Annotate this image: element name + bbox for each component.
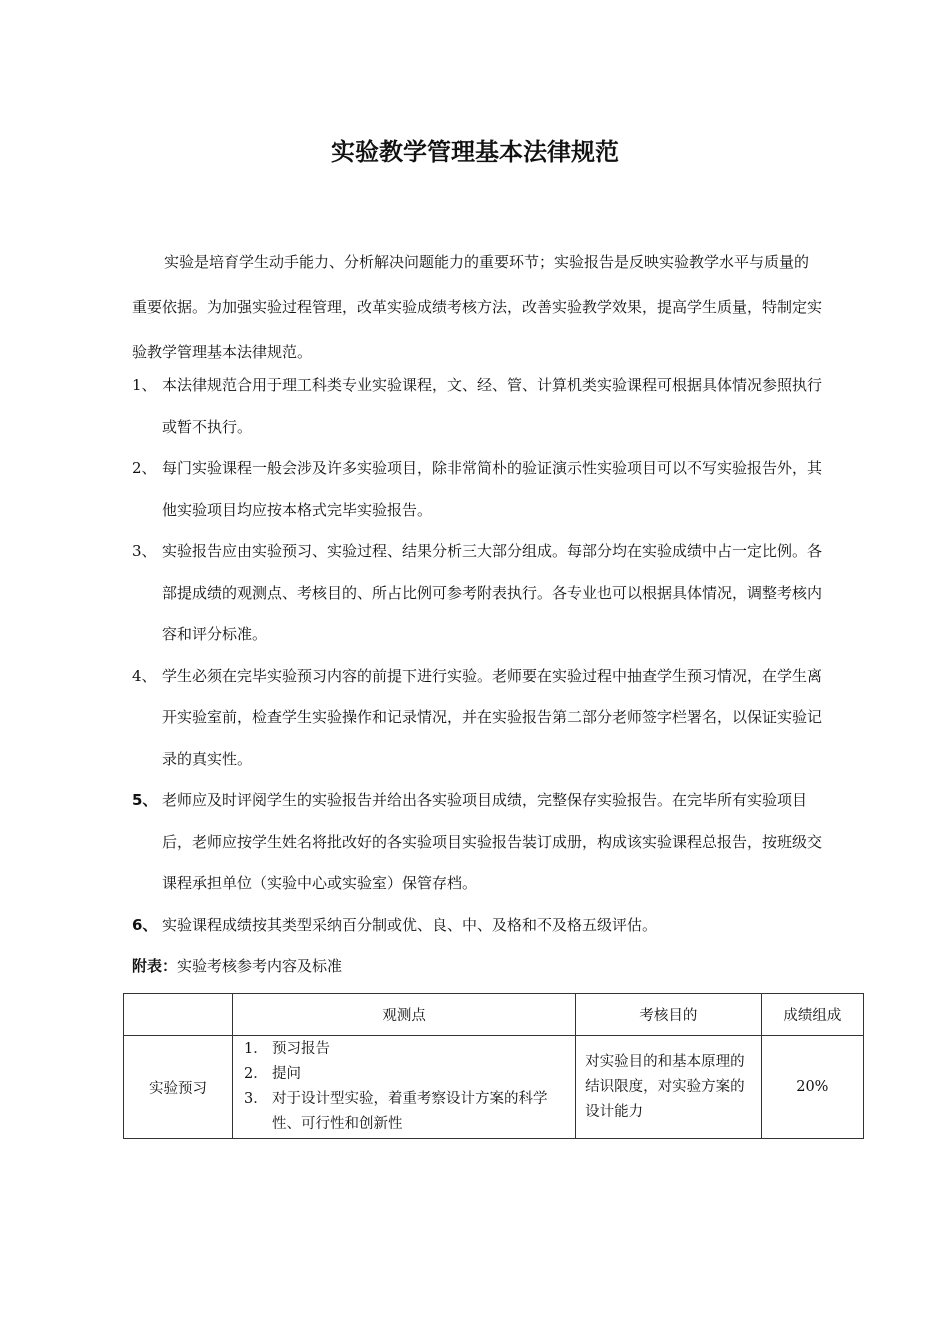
assessment-table [123,993,864,1139]
goal-cell [576,1036,762,1139]
item-text: 学生必须在完毕实验预习内容的前提下进行实验。老师要在实验过程中抽查学生预习情况，在学生离开实验室前，检查学生实验操作和记录情况，并在实验报告第二部分老师签字栏署名，以保证实验记录的真实性。 [162,666,823,768]
item-number: 2、 [132,459,157,477]
item-number: 2． [244,1066,268,1082]
list-item [234,1062,574,1087]
header-cell: 考核目的 [576,994,762,1036]
table-row [124,1036,864,1139]
stage-cell: 实验预习 [124,1036,233,1139]
item-number: 3、 [132,542,157,560]
rule-list [132,365,832,946]
item-number: 6、 [132,915,158,934]
list-item [234,1037,574,1062]
list-item [132,656,832,781]
list-item [132,905,832,947]
list-item [132,780,832,905]
intro-paragraph: 实验是培育学生动手能力、分析解决问题能力的重要环节；实验报告是反映实验教学水平与质量的重要依据。为加强实验过程管理，改革实验成绩考核方法，改善实验教学效果，提高学生质量，特制定实验教学管理基本法律规范。 [132,253,823,361]
item-number: 3． [244,1091,268,1107]
table-header-row [124,994,864,1036]
appendix-label: 附表： [132,957,178,975]
item-text: 每门实验课程一般会涉及许多实验项目，除非常简朴的验证演示性实验项目可以不写实验报告外，其他实验项目均应按本格式完毕实验报告。 [162,459,823,519]
header-cell: 成绩组成 [761,994,863,1036]
list-item [132,448,832,531]
item-number: 4、 [132,666,157,685]
item-text: 对于设计型实验，着重考察设计方案的科学性、可行性和创新性 [272,1091,548,1132]
item-text: 提问 [272,1066,302,1082]
list-item [132,365,832,448]
page-title: 实验教学管理基本法律规范 [331,138,619,166]
header-cell: 观测点 [233,994,576,1036]
item-text: 实验报告应由实验预习、实验过程、结果分析三大部分组成。每部分均在实验成绩中占一定比例。各部提成绩的观测点、考核目的、所占比例可参考附表执行。各专业也可以根据具体情况，调整考核内容和评分标准。 [162,542,823,643]
item-number: 1． [244,1041,268,1057]
observation-list [234,1037,574,1137]
item-number: 5、 [132,791,158,809]
list-item [234,1087,574,1137]
header-cell [124,994,233,1036]
goal-text: 对实验目的和基本原理的结识限度，对实验方案的设计能力 [585,1053,745,1120]
item-number: 1、 [132,376,157,394]
item-text: 实验课程成绩按其类型采纳百分制或优、良、中、及格和不及格五级评估。 [162,915,658,934]
list-item [132,531,832,656]
appendix-caption [132,955,342,976]
weight-cell: 20% [761,1036,863,1139]
appendix-title: 实验考核参考内容及标准 [177,957,343,975]
item-text: 本法律规范合用于理工科类专业实验课程，文、经、管、计算机类实验课程可根据具体情况参照执行或暂不执行。 [162,376,823,436]
observation-cell [233,1036,576,1139]
item-text: 老师应及时评阅学生的实验报告并给出各实验项目成绩，完整保存实验报告。在完毕所有实验项目后，老师应按学生姓名将批改好的各实验项目实验报告装订成册，构成该实验课程总报告，按班级交课程承担单位（实验中心或实验室）保管存档。 [162,791,823,892]
item-text: 预习报告 [272,1041,331,1057]
